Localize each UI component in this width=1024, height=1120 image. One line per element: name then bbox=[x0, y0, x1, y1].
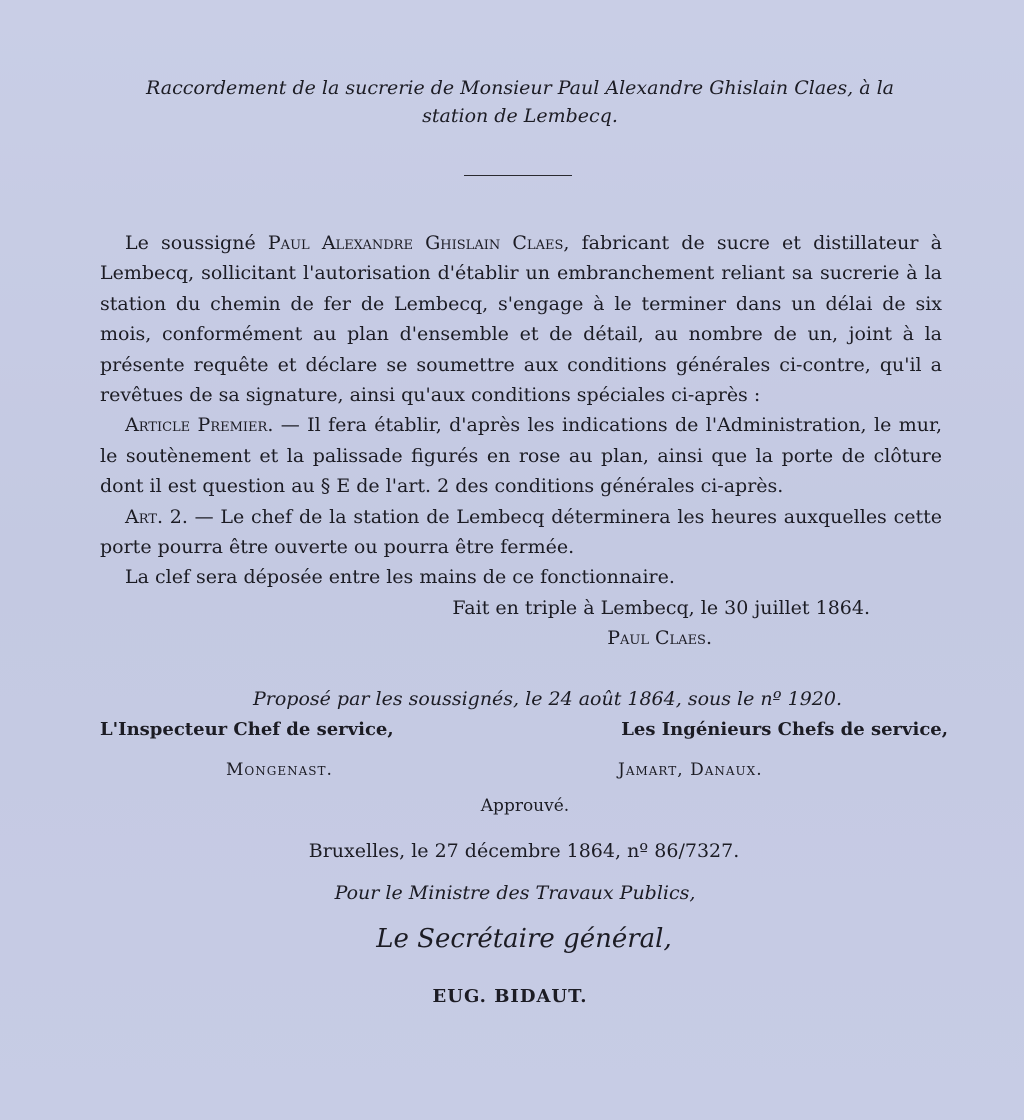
engineers-names: Jamart, Danaux. bbox=[618, 760, 763, 780]
engineers-role: Les Ingénieurs Chefs de service, bbox=[621, 719, 948, 740]
key-paragraph: La clef sera déposée entre les mains de ce fonctionnaire. bbox=[125, 566, 675, 589]
article-1-text: — Il fera établir, d'après les indications de l'Administration, le mur, le soutènement et la palissade figurés en rose au plan, ainsi que la porte de clôture dont il est question au § E de l'art. 2 des conditions générales ci-après. bbox=[100, 414, 942, 498]
title-line-2: station de Lembecq. bbox=[422, 105, 618, 127]
applicant-signature: Paul Claes. bbox=[607, 627, 712, 650]
title-line-1: Raccordement de la sucrerie de Monsieur Paul Alexandre Ghislain Claes, à la bbox=[146, 77, 894, 99]
inspector-role: L'Inspecteur Chef de service, bbox=[100, 719, 394, 740]
request-paragraph bbox=[100, 228, 942, 410]
roles-row bbox=[100, 719, 948, 740]
article-2-text: — Le chef de la station de Lembecq déterminera les heures auxquelles cette porte pourra être ouverte ou pourra être fermée. bbox=[100, 505, 942, 559]
minister-line: Pour le Ministre des Travaux Publics, bbox=[334, 882, 696, 904]
inspector-name: Mongenast. bbox=[226, 760, 333, 780]
applicant-name: Paul Alexandre Ghislain Claes bbox=[267, 232, 564, 254]
approved-line: Approuvé. bbox=[480, 796, 570, 816]
article-2-label: Art. 2. bbox=[125, 505, 188, 528]
article-1 bbox=[100, 410, 942, 501]
document-title bbox=[92, 74, 948, 130]
made-at-line: Fait en triple à Lembecq, le 30 juillet 1864. bbox=[452, 596, 870, 619]
request-text: , fabricant de sucre et distillateur à Lembecq, sollicitant l'autorisation d'établir un embranchement reliant sa sucrerie à la station du chemin de fer de Lembecq, s'engage à le terminer dans un délai de six mois, conformément au plan d'ensemble et de détail, au nombre de un, joint à la présente requête et déclare se soumettre aux conditions générales ci-contre, qu'il a revêtues de sa signature, ainsi qu'aux conditions spéciales ci-après : bbox=[100, 232, 942, 407]
document-body bbox=[100, 228, 942, 654]
secretary-line: Le Secrétaire général, bbox=[376, 924, 672, 954]
article-1-label: Article Premier. bbox=[125, 414, 274, 437]
article-2 bbox=[100, 502, 942, 563]
title-divider bbox=[464, 175, 572, 176]
proposed-line bbox=[100, 688, 942, 710]
request-intro: Le soussigné bbox=[125, 232, 268, 254]
approval-date: Bruxelles, le 27 décembre 1864, nº 86/7327. bbox=[308, 840, 740, 862]
proposed-text: Proposé par les soussignés, le 24 août 1864, sous le nº 1920. bbox=[252, 688, 842, 710]
signer-name: EUG. BIDAUT. bbox=[432, 986, 588, 1007]
